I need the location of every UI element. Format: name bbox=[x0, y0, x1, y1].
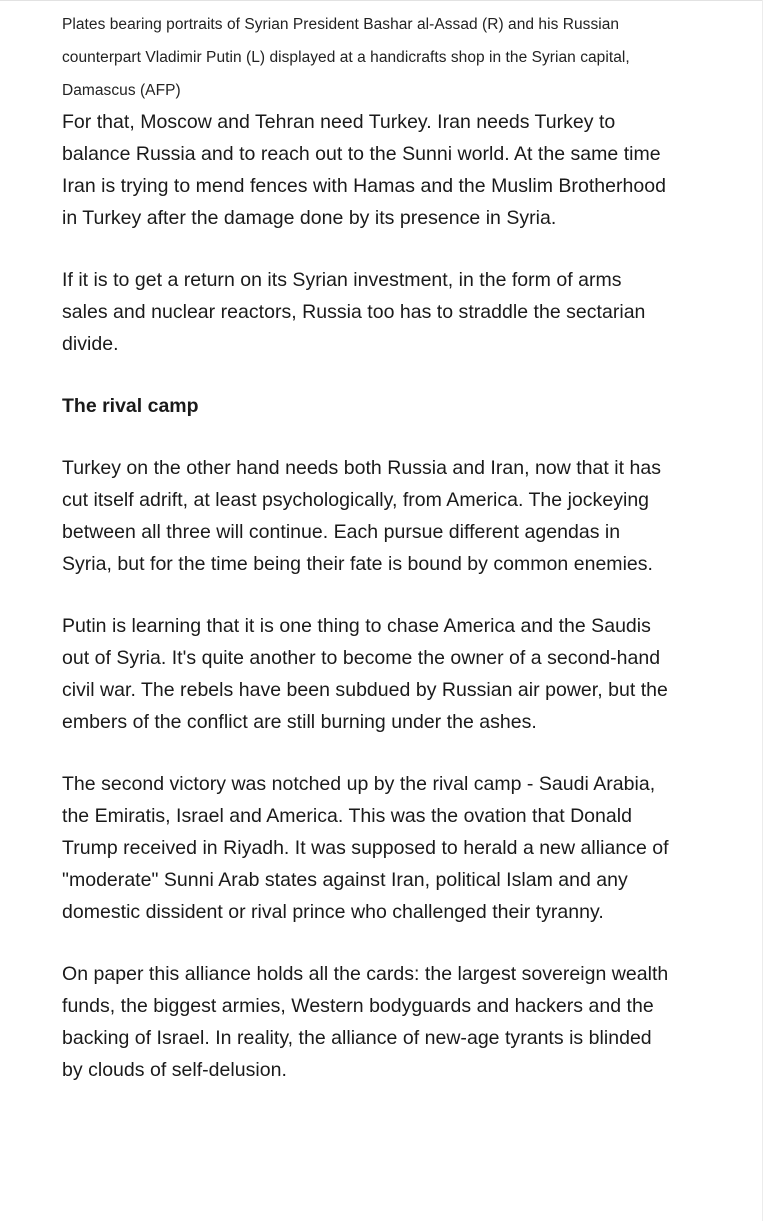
article-paragraph-4: Putin is learning that it is one thing to chase America and the Saudis out of Syria. It's quite another to become the owner of a second-hand civil war. The rebels have been subdued by Russian air power, but the embers of the conflict are still burning under the ashes. bbox=[62, 615, 668, 733]
article-body bbox=[62, 8, 672, 1116]
article-paragraph-3: Turkey on the other hand needs both Russia and Iran, now that it has cut itself adrift, at least psychologically, from America. The jockeying between all three will continue. Each pursue different agendas in Syria, but for the time being their fate is bound by common enemies. bbox=[62, 457, 662, 575]
article-paragraph-2: If it is to get a return on its Syrian investment, in the form of arms sales and nuclear reactors, Russia too has to straddle the sectarian divide. bbox=[62, 269, 646, 355]
page-top-border bbox=[0, 0, 763, 4]
section-subheading: The rival camp bbox=[62, 395, 199, 417]
article-paragraph-6: On paper this alliance holds all the cards: the largest sovereign wealth funds, the biggest armies, Western bodyguards and hackers and the backing of Israel. In reality, the alliance of new-age tyrants is blinded by clouds of self-delusion. bbox=[62, 963, 669, 1081]
article-paragraph-5: The second victory was notched up by the rival camp - Saudi Arabia, the Emiratis, Israel and America. This was the ovation that Donald Trump received in Riyadh. It was supposed to herald a new alliance of "moderate" Sunni Arab states against Iran, political Islam and any domestic dissident or rival prince who challenged their tyranny. bbox=[62, 773, 669, 923]
article-paragraph-1: For that, Moscow and Tehran need Turkey. Iran needs Turkey to balance Russia and to reach out to the Sunni world. At the same time Iran is trying to mend fences with Hamas and the Muslim Brotherhood in Turkey after the damage done by its presence in Syria. bbox=[62, 111, 666, 229]
image-caption: Plates bearing portraits of Syrian President Bashar al-Assad (R) and his Russian counterpart Vladimir Putin (L) displayed at a handicrafts shop in the Syrian capital, Damascus (AFP) bbox=[62, 16, 630, 99]
